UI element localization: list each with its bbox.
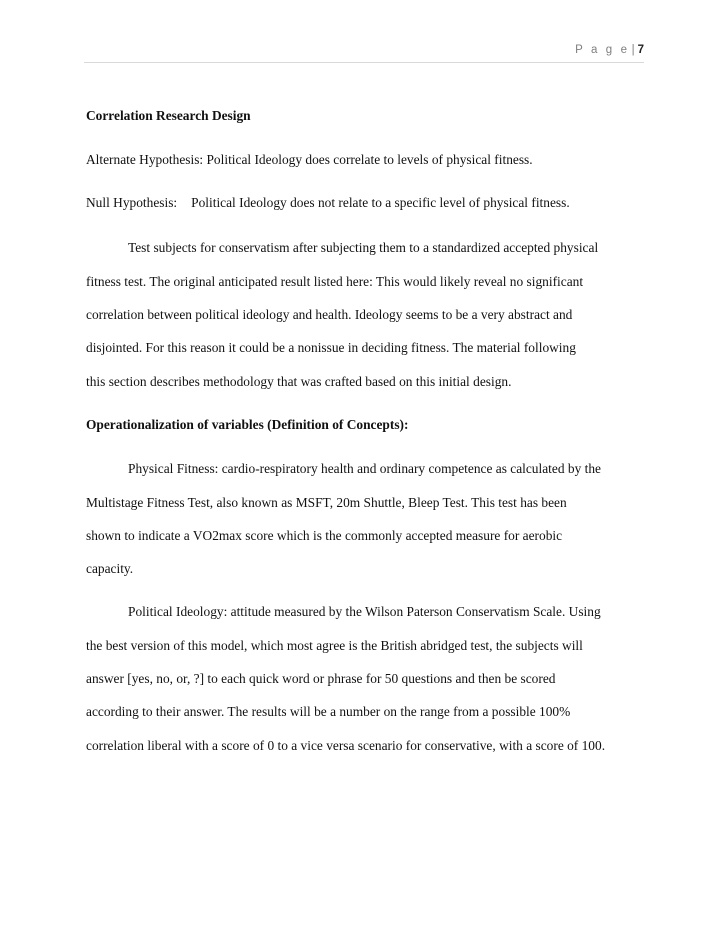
paragraph-line: capacity.: [86, 561, 134, 576]
null-hypothesis-text: Political Ideology does not relate to a specific level of physical fitness.: [191, 195, 570, 210]
paragraph-line: the best version of this model, which most agree is the British abridged test, the subjects will: [86, 638, 583, 653]
paragraph-line: shown to indicate a VO2max score which is the commonly accepted measure for aerobic: [86, 528, 563, 543]
paragraph-line: this section describes methodology that was crafted based on this initial design.: [86, 374, 512, 389]
paragraph-line: Political Ideology: attitude measured by the Wilson Paterson Conservatism Scale. Using: [128, 604, 601, 619]
null-hypothesis-label: Null Hypothesis:: [86, 195, 178, 210]
paragraph-line: disjointed. For this reason it could be a nonissue in deciding fitness. The material following: [86, 340, 576, 355]
page-header: [84, 44, 644, 63]
paragraph-line: according to their answer. The results will be a number on the range from a possible 100%: [86, 704, 571, 719]
null-hypothesis: [86, 195, 570, 210]
paragraph-line: answer [yes, no, or, ?] to each quick word or phrase for 50 questions and then be scored: [86, 671, 556, 686]
paragraph-line: fitness test. The original anticipated result listed here: This would likely reveal no significant: [86, 274, 584, 289]
alternate-hypothesis: Alternate Hypothesis: Political Ideology does correlate to levels of physical fitness.: [86, 152, 533, 167]
page-separator: |: [631, 44, 635, 56]
page-label: P a g e: [575, 44, 630, 56]
section-heading-operationalization: Operationalization of variables (Definition of Concepts):: [86, 417, 409, 432]
paragraph-line: Multistage Fitness Test, also known as MSFT, 20m Shuttle, Bleep Test. This test has been: [86, 495, 567, 510]
paragraph-line: correlation liberal with a score of 0 to a vice versa scenario for conservative, with a score of 100.: [86, 738, 606, 753]
paragraph-line: correlation between political ideology and health. Ideology seems to be a very abstract and: [86, 307, 573, 322]
page-number-label: [575, 44, 644, 56]
page-number: 7: [637, 44, 644, 56]
section-heading-research-design: Correlation Research Design: [86, 108, 251, 123]
paragraph-line: Test subjects for conservatism after subjecting them to a standardized accepted physical: [128, 240, 599, 255]
paragraph-line: Physical Fitness: cardio-respiratory health and ordinary competence as calculated by the: [128, 461, 601, 476]
